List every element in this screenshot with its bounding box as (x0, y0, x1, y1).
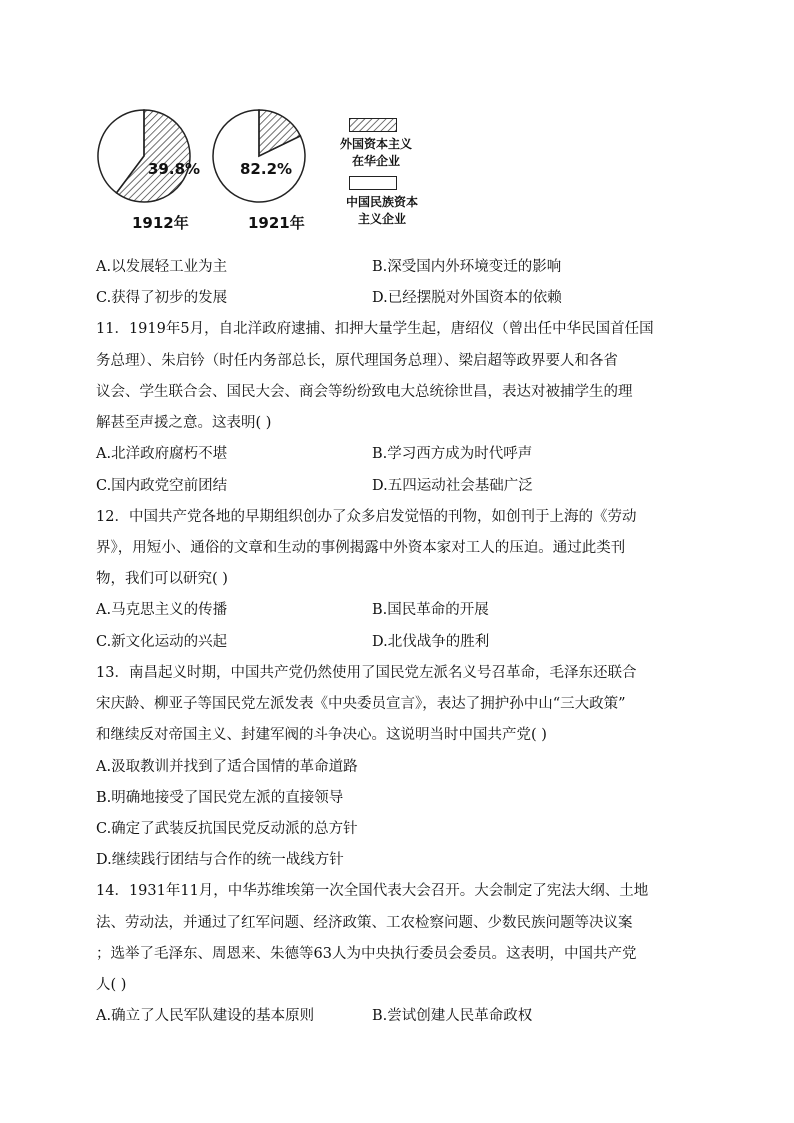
q13-option-d: D.继续践行团结与合作的统一战线方针 (96, 852, 344, 868)
q11-stem-line-3: 议会、学生联合会、国民大会、商会等纷纷致电大总统徐世昌，表达对被捕学生的理 (96, 384, 633, 400)
q12-stem-line-2: 界》，用短小、通俗的文章和生动的事例揭露中外资本家对工人的压迫。通过此类刊 (96, 540, 626, 556)
q11-option-b: B.学习西方成为时代呼声 (372, 446, 533, 462)
q10-option-b: B.深受国内外环境变迁的影响 (372, 259, 562, 275)
q13-stem-line-2: 宋庆龄、柳亚子等国民党左派发表《中央委员宣言》，表达了拥护孙中山“三大政策” (96, 696, 626, 712)
q14-stem-line-3: ；选举了毛泽东、周恩来、朱德等63人为中央执行委员会委员。这表明，中国共产党 (96, 946, 637, 962)
legend-swatch-domestic (349, 176, 397, 190)
legend-label-foreign (326, 136, 426, 170)
q11-option-d: D.五四运动社会基础广泛 (372, 478, 533, 494)
q14-stem-line-2: 法、劳动法，并通过了红军问题、经济政策、工农检察问题、少数民族问题等决议案 (96, 915, 633, 931)
legend-label-domestic (332, 194, 432, 228)
q14-stem-line-4: 人( ) (96, 977, 127, 993)
q14-option-a: A.确立了人民军队建设的基本原则 (96, 1008, 315, 1024)
q11-stem-line-1: 11．1919年5月，自北洋政府逮捕、扣押大量学生起，唐绍仪（曾出任中华民国首任国 (96, 321, 654, 337)
q14-option-b: B.尝试创建人民革命政权 (372, 1008, 533, 1024)
legend-label-foreign-line2: 在华企业 (351, 154, 400, 168)
legend-label-foreign-line1: 外国资本主义 (339, 137, 412, 151)
q11-option-c: C.国内政党空前团结 (96, 478, 228, 494)
q12-option-b: B.国民革命的开展 (372, 602, 489, 618)
q12-stem-line-1: 12．中国共产党各地的早期组织创办了众多启发觉悟的刊物，如创刊于上海的《劳动 (96, 509, 637, 525)
q10-option-d: D.已经摆脱对外国资本的依赖 (372, 290, 562, 306)
q12-option-c: C.新文化运动的兴起 (96, 634, 228, 650)
q10-option-c: C.获得了初步的发展 (96, 290, 228, 306)
pie-1921-title: 1921年 (248, 214, 305, 232)
q12-option-a: A.马克思主义的传播 (96, 602, 228, 618)
q13-stem-line-3: 和继续反对帝国主义、封建军阀的斗争决心。这说明当时中国共产党( ) (96, 727, 547, 743)
pie-1912-label: 39.8% (148, 160, 201, 178)
q12-stem-line-3: 物，我们可以研究( ) (96, 571, 228, 587)
pie-1912-title: 1912年 (132, 214, 189, 232)
legend-label-domestic-line2: 主义企业 (357, 212, 406, 226)
pie-1921-label: 82.2% (240, 160, 293, 178)
legend-swatch-foreign (349, 118, 397, 132)
q11-stem-line-4: 解甚至声援之意。这表明( ) (96, 415, 272, 431)
q11-stem-line-2: 务总理）、朱启钤（时任内务部总长，原代理国务总理）、梁启超等政界要人和各省 (96, 353, 618, 369)
q13-option-b: B.明确地接受了国民党左派的直接领导 (96, 790, 344, 806)
q10-option-a: A.以发展轻工业为主 (96, 259, 228, 275)
q13-option-c: C.确定了武装反抗国民党反动派的总方针 (96, 821, 358, 837)
q13-stem-line-1: 13．南昌起义时期，中国共产党仍然使用了国民党左派名义号召革命，毛泽东还联合 (96, 665, 637, 681)
q13-option-a: A.汲取教训并找到了适合国情的革命道路 (96, 759, 358, 775)
legend-label-domestic-line1: 中国民族资本 (345, 195, 418, 209)
q12-option-d: D.北伐战争的胜利 (372, 634, 490, 650)
q11-option-a: A.北洋政府腐朽不堪 (96, 446, 228, 462)
q14-stem-line-1: 14．1931年11月，中华苏维埃第一次全国代表大会召开。大会制定了宪法大纲、土地 (96, 883, 649, 899)
